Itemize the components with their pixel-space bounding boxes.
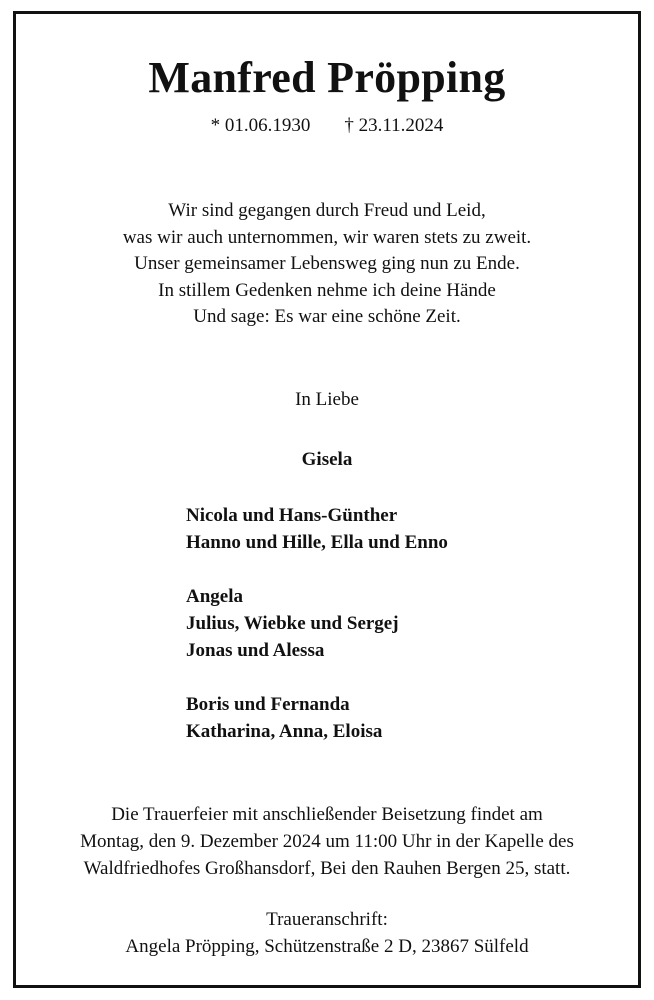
funeral-line: Montag, den 9. Dezember 2024 um 11:00 Uhr in der Kapelle des (80, 831, 574, 852)
closing-phrase: In Liebe (295, 389, 359, 410)
funeral-info (0, 801, 654, 882)
address-label: Traueranschrift: (266, 909, 388, 930)
family-line: Katharina, Anna, Eloisa (186, 721, 383, 742)
poem-line: was wir auch unternommen, wir waren stets zu zweit. (122, 226, 532, 248)
address-text: Angela Pröpping, Schützenstraße 2 D, 23867 Sülfeld (125, 936, 529, 957)
funeral-line: Die Trauerfeier mit anschließender Beisetzung findet am (111, 804, 543, 825)
life-dates (0, 115, 654, 138)
family-line: Boris und Fernanda (186, 694, 350, 715)
poem-line: Und sage: Es war eine schöne Zeit. (193, 306, 461, 327)
family-list (186, 502, 448, 745)
birth-date: * 01.06.1930 (210, 115, 311, 136)
deceased-name: Manfred Pröpping (148, 53, 506, 102)
family-line: Hanno und Hille, Ella und Enno (186, 532, 448, 553)
family-line: Angela (186, 586, 243, 607)
family-line: Nicola und Hans-Günther (186, 505, 398, 526)
funeral-line: Waldfriedhofes Großhansdorf, Bei den Rauhen Bergen 25, statt. (83, 858, 571, 879)
mourning-address (0, 906, 654, 960)
family-group (186, 502, 448, 556)
family-line: Jonas und Alessa (186, 640, 325, 661)
spouse-name: Gisela (301, 449, 353, 470)
family-group (186, 691, 448, 745)
poem-line: In stillem Gedenken nehme ich deine Hände (158, 279, 496, 301)
poem-line: Wir sind gegangen durch Freud und Leid, (168, 200, 486, 221)
poem (0, 198, 654, 331)
poem-line: Unser gemeinsamer Lebensweg ging nun zu Ende. (134, 253, 520, 274)
family-line: Julius, Wiebke und Sergej (186, 613, 399, 634)
death-date: † 23.11.2024 (344, 115, 444, 136)
family-group (186, 583, 448, 664)
